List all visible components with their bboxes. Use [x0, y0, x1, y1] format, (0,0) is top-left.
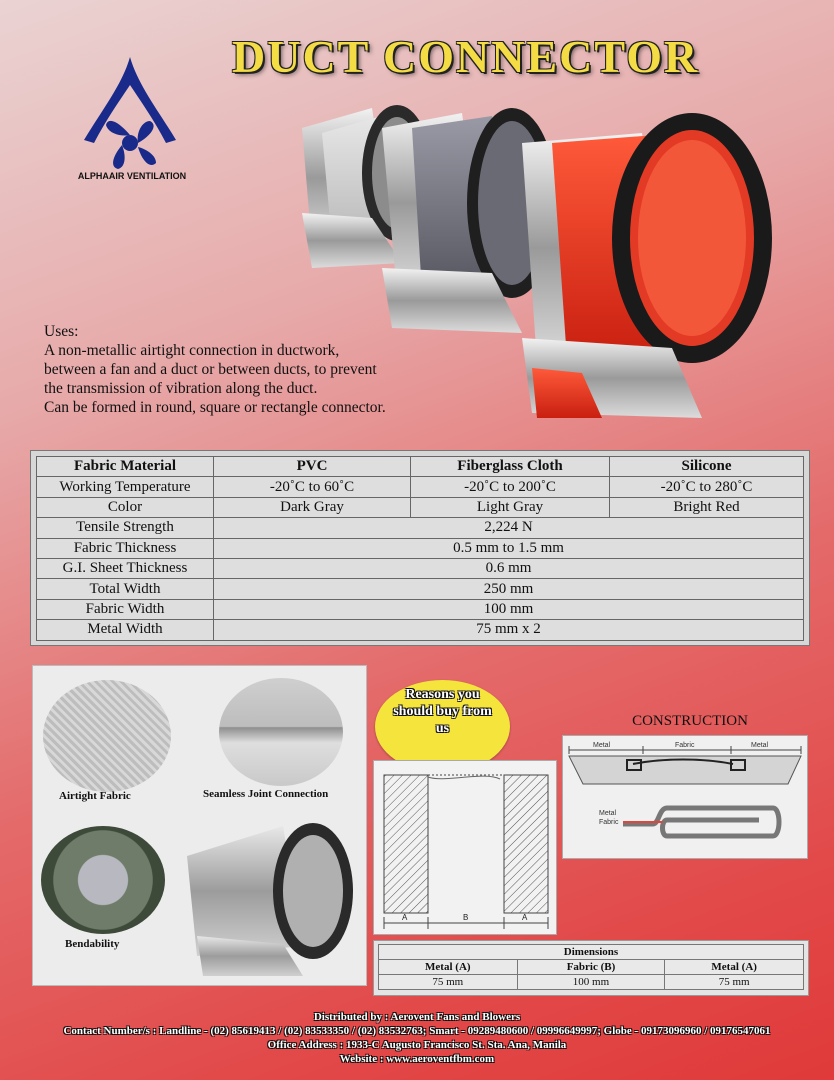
- table-header: Metal (A): [379, 960, 518, 975]
- footer-website[interactable]: Website : www.aeroventfbm.com: [339, 1053, 495, 1065]
- table-cell: 250 mm: [214, 579, 804, 599]
- row-label: Tensile Strength: [37, 518, 214, 538]
- table-cell: 75 mm: [379, 975, 518, 990]
- company-logo: [62, 55, 212, 185]
- footer: [0, 1010, 834, 1066]
- dimensions-table: [378, 944, 804, 990]
- uses-line: A non-metallic airtight connection in ductwork,: [44, 342, 340, 359]
- uses-heading: Uses:: [44, 323, 79, 340]
- bubble-line: Reasons you: [405, 687, 480, 702]
- seamless-joint-label: Seamless Joint Connection: [203, 788, 329, 800]
- footer-contact: Contact Number/s : Landline - (02) 85619413 / (02) 83533350 / (02) 83532763; Smart - 09289480600 / 09996649997; Globe - 09173096960 / 09176547061: [63, 1025, 771, 1037]
- table-cell: Light Gray: [411, 497, 610, 517]
- airtight-fabric-label: Airtight Fabric: [59, 790, 131, 802]
- logo-name: ALPHAAIR VENTILATION: [77, 171, 187, 181]
- row-label: Total Width: [37, 579, 214, 599]
- table-cell: 100 mm: [214, 599, 804, 619]
- airtight-fabric-image: [43, 680, 171, 792]
- spec-table-panel: [31, 451, 809, 645]
- row-label: Fabric Thickness: [37, 538, 214, 558]
- features-panel: [33, 666, 366, 985]
- fabric-label: Fabric: [675, 742, 695, 749]
- spec-table: [36, 456, 804, 641]
- seamless-joint-image: [219, 678, 343, 786]
- detail-metal-label: Metal: [599, 810, 617, 817]
- section-a-left: A: [402, 913, 408, 922]
- section-a-right: A: [522, 913, 528, 922]
- table-row: [37, 477, 804, 497]
- table-header: Fabric (B): [517, 960, 665, 975]
- table-cell: -20˚C to 60˚C: [214, 477, 411, 497]
- reasons-bubble-text: [375, 686, 510, 737]
- detail-fabric-label: Fabric: [599, 819, 619, 826]
- table-header: Silicone: [610, 457, 804, 477]
- table-cell: 75 mm x 2: [214, 620, 804, 640]
- table-cell: 100 mm: [517, 975, 665, 990]
- table-header: PVC: [214, 457, 411, 477]
- section-b: B: [463, 913, 469, 922]
- row-label: Working Temperature: [37, 477, 214, 497]
- table-header: Metal (A): [665, 960, 804, 975]
- table-row: [37, 579, 804, 599]
- table-row: [379, 945, 804, 960]
- table-header: Fabric Material: [37, 457, 214, 477]
- table-row: [37, 558, 804, 578]
- dimensions-panel: [374, 941, 808, 995]
- table-cell: Dark Gray: [214, 497, 411, 517]
- table-cell: 0.6 mm: [214, 558, 804, 578]
- uses-line: between a fan and a duct or between ducts, to prevent: [44, 361, 377, 378]
- row-label: Metal Width: [37, 620, 214, 640]
- table-row: [37, 620, 804, 640]
- uses-line: the transmission of vibration along the duct.: [44, 380, 318, 397]
- footer-address: Office Address : 1933-C Augusto Francisco St. Sta. Ana, Manila: [267, 1039, 567, 1051]
- bubble-line: us: [435, 721, 450, 736]
- table-row: [379, 960, 804, 975]
- construction-title: CONSTRUCTION: [632, 713, 748, 729]
- table-cell: Bright Red: [610, 497, 804, 517]
- page-title: DUCT CONNECTOR: [232, 31, 700, 82]
- table-row: [37, 599, 804, 619]
- uses-section: [44, 322, 464, 417]
- table-row: [37, 538, 804, 558]
- table-row: [37, 518, 804, 538]
- row-label: G.I. Sheet Thickness: [37, 558, 214, 578]
- fan-logo-icon: [62, 55, 212, 180]
- table-cell: -20˚C to 280˚C: [610, 477, 804, 497]
- construction-diagram: [563, 736, 807, 858]
- table-row: [379, 975, 804, 990]
- metal-right-label: Metal: [751, 742, 769, 749]
- table-cell: -20˚C to 200˚C: [411, 477, 610, 497]
- metal-left-label: Metal: [593, 742, 611, 749]
- table-cell: 2,224 N: [214, 518, 804, 538]
- table-cell: 0.5 mm to 1.5 mm: [214, 538, 804, 558]
- connector-roll-image: [183, 816, 359, 976]
- uses-line: Can be formed in round, square or rectangle connector.: [44, 399, 386, 416]
- bendability-label: Bendability: [65, 938, 120, 950]
- section-diagram: [374, 761, 556, 934]
- row-label: Fabric Width: [37, 599, 214, 619]
- table-row: [37, 497, 804, 517]
- bendability-image: [41, 826, 165, 934]
- bubble-line: should buy from: [393, 704, 492, 719]
- row-label: Color: [37, 497, 214, 517]
- table-header: Fiberglass Cloth: [411, 457, 610, 477]
- footer-distributed: Distributed by : Aerovent Fans and Blowers: [313, 1011, 521, 1023]
- table-row: [37, 457, 804, 477]
- dimensions-title: Dimensions: [379, 945, 804, 960]
- table-cell: 75 mm: [665, 975, 804, 990]
